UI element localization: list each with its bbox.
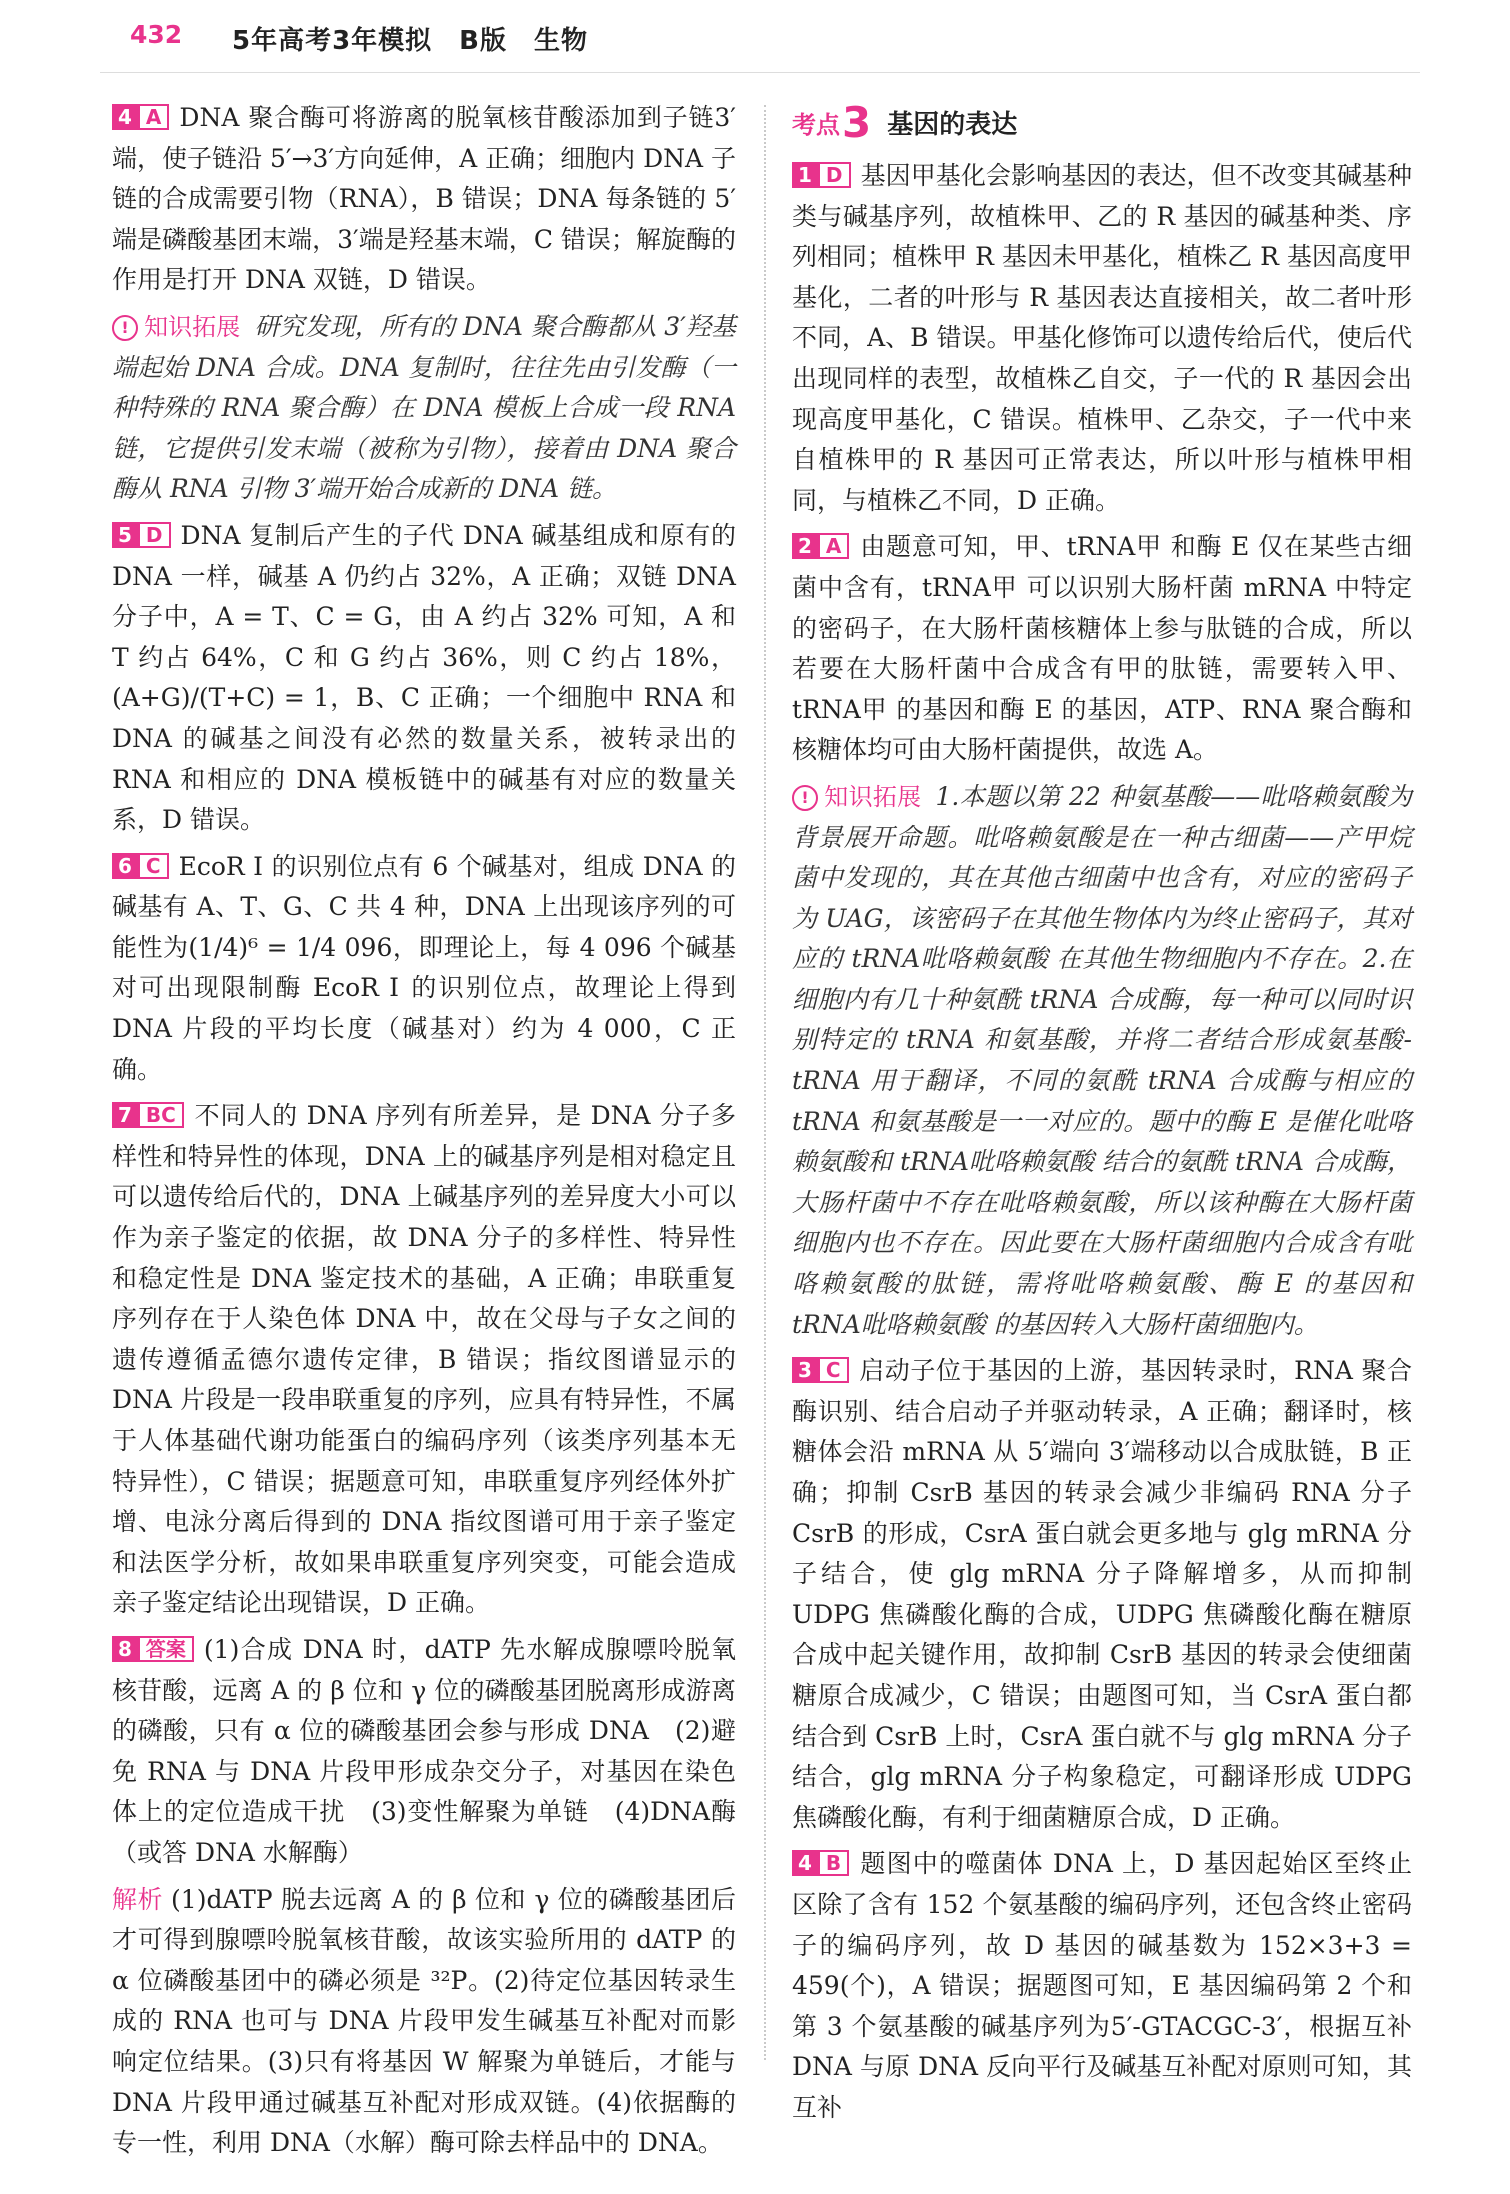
header-rule: [100, 72, 1420, 73]
answer-item-4: [112, 98, 736, 301]
answer-item-4b: [792, 1844, 1412, 2128]
answer-item-3: [792, 1351, 1412, 1838]
info-icon: !: [112, 315, 138, 341]
right-column: [792, 98, 1412, 2135]
answer-text: DNA 复制后产生的子代 DNA 碱基组成和原有的 DNA 一样，碱基 A 仍约占 32%，A 正确；双链 DNA 分子中，A = T、C = G，由 A 约占 32% 可知，A 和 T 约占 64%，C 和 G 约占 36%，则 C 约占 18%，(A+G)/(T+C) = 1，B、C 正确；一个细胞中 RNA 和 DNA 的碱基之间没有必然的数量关系，被转录出的 RNA 和相应的 DNA 模板链中的碱基有对应的数量关系，D 错误。: [112, 520, 736, 835]
answer-item-6: [112, 847, 736, 1091]
knowledge-extension: [112, 307, 736, 510]
extension-text: 研究发现，所有的 DNA 聚合酶都从 3′羟基端起始 DNA 合成。DNA 复制时，往往先由引发酶（一种特殊的 RNA 聚合酶）在 DNA 模板上合成一段 RNA 链，它提供引发末端（被称为引物），接着由 DNA 聚合酶从 RNA 引物 3′端开始合成新的 DNA 链。: [112, 311, 737, 504]
section-title: 基因的表达: [887, 110, 1018, 140]
answer-item-5: [112, 516, 736, 841]
column-divider: [764, 105, 766, 2060]
knowledge-extension: [792, 777, 1412, 1345]
page-header: [0, 0, 1510, 80]
answer-badge: 7 BC: [112, 1102, 184, 1128]
answer-badge: 5 D: [112, 522, 171, 548]
section-heading: [792, 100, 1412, 146]
section-tag: 考点: [792, 111, 840, 139]
answer-item-2: [792, 527, 1412, 771]
extension-label: ! 知识拓展: [792, 783, 921, 811]
extension-text: 1.本题以第 22 种氨基酸——吡咯赖氨酸为背景展开命题。吡咯赖氨酸是在一种古细菌——产甲烷菌中发现的，其在其他古细菌中也含有，对应的密码子为 UAG，该密码子在其他生物体内为终止密码子，其对应的 tRNA吡咯赖氨酸 在其他生物细胞内不存在。2.在细胞内有几十种氨酰 tRNA 合成酶，每一种可以同时识别特定的 tRNA 和氨基酸，并将二者结合形成氨基酸-tRNA 用于翻译，不同的氨酰 tRNA 合成酶与相应的 tRNA 和氨基酸是一一对应的。题中的酶 E 是催化吡咯赖氨酸和 tRNA吡咯赖氨酸 结合的氨酰 tRNA 合成酶，大肠杆菌中不存在吡咯赖氨酸，所以该种酶在大肠杆菌细胞内也不存在。因此要在大肠杆菌细胞内合成含有吡咯赖氨酸的肽链，需将吡咯赖氨酸、酶 E 的基因和 tRNA吡咯赖氨酸 的基因转入大肠杆菌细胞内。: [792, 781, 1413, 1339]
page-number: 432: [130, 20, 183, 49]
answer-text: 不同人的 DNA 序列有所差异，是 DNA 分子多样性和特异性的体现，DNA 上的碱基序列是相对稳定且可以遗传给后代的，DNA 上碱基序列的差异度大小可以作为亲子鉴定的依据，故 DNA 分子的多样性、特异性和稳定性是 DNA 鉴定技术的基础，A 正确；串联重复序列存在于人染色体 DNA 中，故在父母与子女之间的遗传遵循孟德尔遗传定律，B 错误；指纹图谱显示的 DNA 片段是一段串联重复的序列，应具有特异性，不属于人体基础代谢功能蛋白的编码序列（该类序列基本无特异性），C 错误；据题意可知，串联重复序列经体外扩增、电泳分离后得到的 DNA 指纹图谱可用于亲子鉴定和法医学分析，故如果串联重复序列突变，可能会造成亲子鉴定结论出现错误，D 正确。: [112, 1101, 736, 1618]
left-column: [112, 98, 736, 2170]
answer-text: (1)合成 DNA 时，dATP 先水解成腺嘌呤脱氧核苷酸，远离 A 的 β 位和 γ 位的磷酸基团脱离形成游离的磷酸，只有 α 位的磷酸基团会参与形成 DNA (2)避免 RNA 与 DNA 片段甲形成杂交分子，对基因在染色体上的定位造成干扰 (3)变性解聚为单链 (4)DNA酶（或答 DNA 水解酶）: [112, 1634, 736, 1867]
answer-text: 由题意可知，甲、tRNA甲 和酶 E 仅在某些古细菌中含有，tRNA甲 可以识别大肠杆菌 mRNA 中特定的密码子，在大肠杆菌核糖体上参与肽链的合成，所以若要在大肠杆菌中合成含有甲的肽链，需要转入甲、tRNA甲 的基因和酶 E 的基因，ATP、RNA 聚合酶和核糖体均可由大肠杆菌提供，故选 A。: [792, 532, 1412, 765]
answer-badge: 4 A: [112, 104, 169, 130]
answer-badge: 8 答案: [112, 1636, 194, 1662]
answer-text: 题图中的噬菌体 DNA 上，D 基因起始区至终止区除了含有 152 个氨基酸的编码序列，还包含终止密码子的编码序列，故 D 基因的碱基数为 152×3+3 = 459(个)，A 错误；据题图可知，E 基因编码第 2 个和第 3 个氨基酸的碱基序列为5′-GTACGC-3′，根据互补 DNA 与原 DNA 反向平行及碱基互补配对原则可知，其互补: [792, 1849, 1412, 2122]
answer-badge: 4 B: [792, 1850, 849, 1876]
answer-text: EcoR Ⅰ 的识别位点有 6 个碱基对，组成 DNA 的碱基有 A、T、G、C 共 4 种，DNA 上出现该序列的可能性为(1/4)⁶ = 1/4 096，即理论上，每 4 096 个碱基对可出现限制酶 EcoR Ⅰ 的识别位点，故理论上得到 DNA 片段的平均长度（碱基对）约为 4 000，C 正确。: [112, 851, 736, 1084]
info-icon: !: [792, 785, 818, 811]
answer-badge: 3 C: [792, 1357, 849, 1383]
answer-text: 基因甲基化会影响基因的表达，但不改变其碱基种类与碱基序列，故植株甲、乙的 R 基因的碱基种类、序列相同；植株甲 R 基因未甲基化，植株乙 R 基因高度甲基化，二者的叶形与 R 基因表达直接相关，故二者叶形不同，A、B 错误。甲基化修饰可以遗传给后代，使后代出现同样的表型，故植株乙自交，子一代的 R 基因会出现高度甲基化，C 错误。植株甲、乙杂交，子一代中来自植株甲的 R 基因可正常表达，所以叶形与植株甲相同，与植株乙不同，D 正确。: [792, 161, 1412, 515]
extension-label: ! 知识拓展: [112, 313, 240, 341]
answer-badge: 2 A: [792, 533, 849, 559]
answer-badge: 6 C: [112, 853, 169, 879]
analysis-label: 解析: [112, 1884, 164, 1914]
book-title: 5年高考3年模拟 B版 生物: [232, 26, 588, 56]
answer-badge: 1 D: [792, 162, 851, 188]
analysis-block: [112, 1880, 736, 2164]
answer-item-1: [792, 156, 1412, 521]
answer-item-8: [112, 1630, 736, 1874]
analysis-text: (1)dATP 脱去远离 A 的 β 位和 γ 位的磷酸基团后才可得到腺嘌呤脱氧核苷酸，故该实验所用的 dATP 的 α 位磷酸基团中的磷必须是 ³²P。(2)待定位基因转录生成的 RNA 也可与 DNA 片段甲发生碱基互补配对而影响定位结果。(3)只有将基因 W 解聚为单链后，才能与 DNA 片段甲通过碱基互补配对形成双链。(4)依据酶的专一性，利用 DNA（水解）酶可除去样品中的 DNA。: [112, 1884, 736, 2158]
section-number: 3: [842, 98, 872, 147]
answer-text: DNA 聚合酶可将游离的脱氧核苷酸添加到子链3′端，使子链沿 5′→3′方向延伸，A 正确；细胞内 DNA 子链的合成需要引物（RNA），B 错误；DNA 每条链的 5′端是磷酸基团末端，3′端是羟基末端，C 错误；解旋酶的作用是打开 DNA 双链，D 错误。: [112, 103, 736, 295]
answer-item-7: [112, 1096, 736, 1624]
answer-text: 启动子位于基因的上游，基因转录时，RNA 聚合酶识别、结合启动子并驱动转录，A 正确；翻译时，核糖体会沿 mRNA 从 5′端向 3′端移动以合成肽链，B 正确；抑制 CsrB 基因的转录会减少非编码 RNA 分子 CsrB 的形成，CsrA 蛋白就会更多地与 glg mRNA 分子结合，使 glg mRNA 分子降解增多，从而抑制 UDPG 焦磷酸化酶的合成，UDPG 焦磷酸化酶在糖原合成中起关键作用，故抑制 CsrB 基因的转录会使细菌糖原合成减少，C 错误；由题图可知，当 CsrA 蛋白都结合到 CsrB 上时，CsrA 蛋白就不与 glg mRNA 分子结合，glg mRNA 分子构象稳定，可翻译形成 UDPG 焦磷酸化酶，有利于细菌糖原合成，D 正确。: [792, 1356, 1412, 1832]
